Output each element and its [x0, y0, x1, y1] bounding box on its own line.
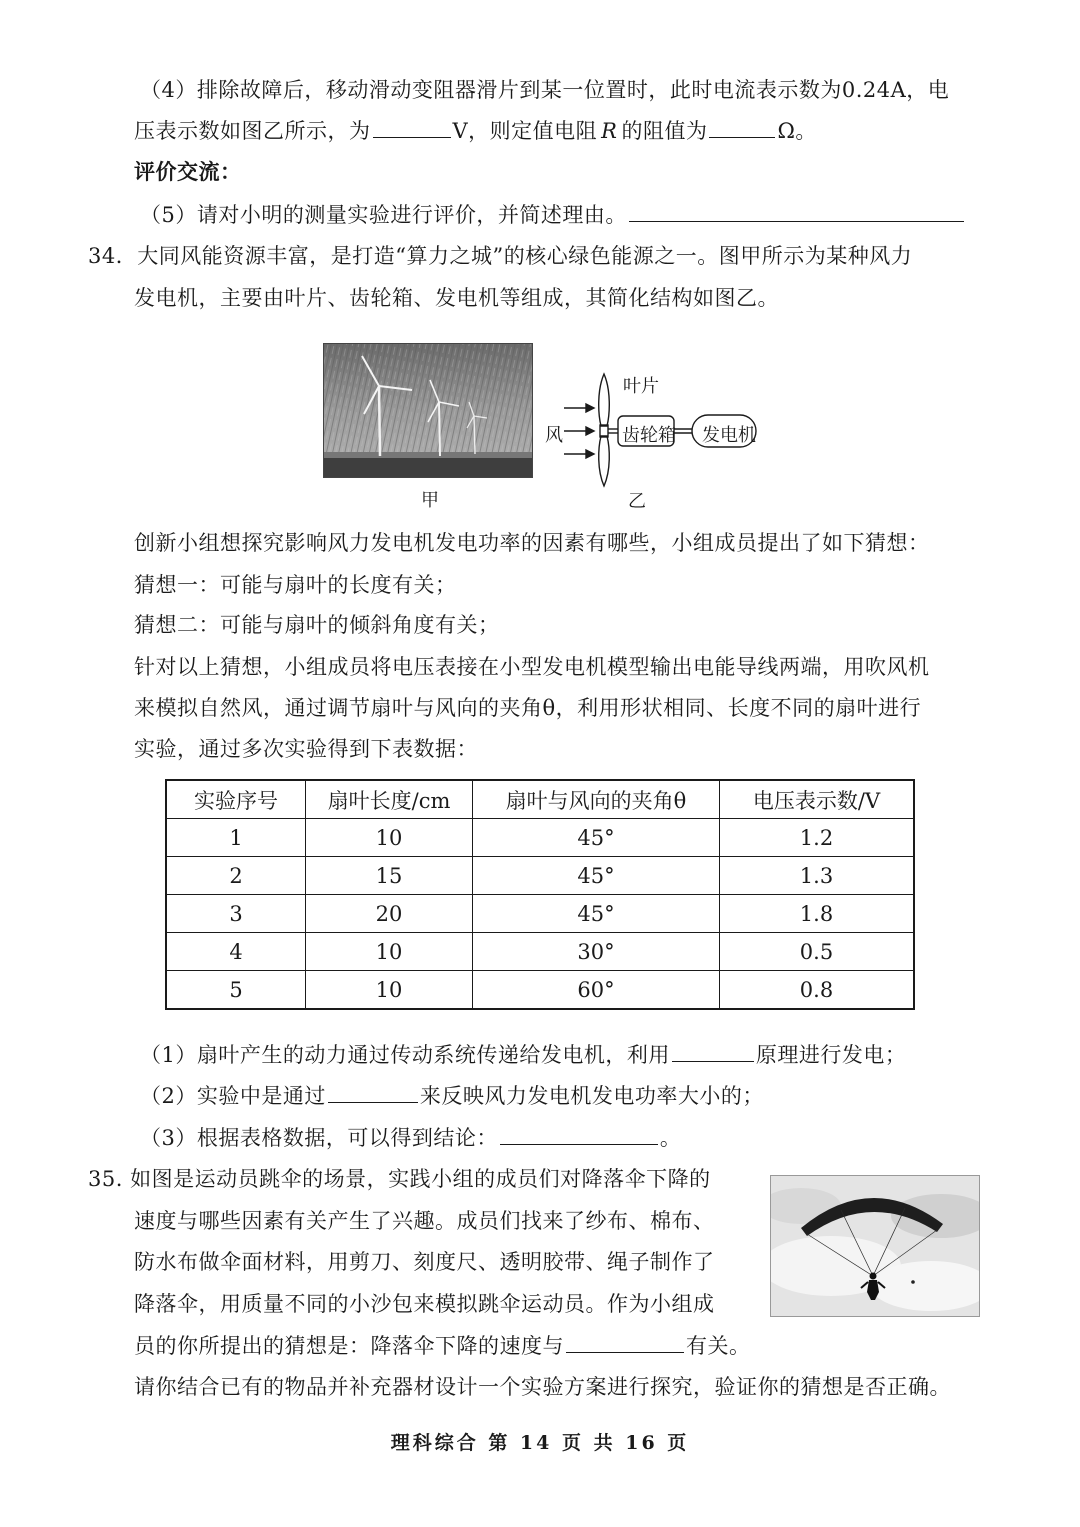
figure-yi-caption: 乙 [628, 491, 646, 512]
page-footer: 理科综合 第 14 页 共 16 页 [390, 1432, 690, 1454]
table-cell: 0.8 [720, 971, 915, 1010]
wind-turbine-illustration [324, 344, 532, 477]
q34-paragraph-1: 创新小组想探究影响风力发电机发电功率的因素有哪些，小组成员提出了如下猜想： [134, 531, 930, 555]
q34-s2-text-a: （2）实验中是通过 [140, 1084, 326, 1108]
table-header-cell: 扇叶长度/cm [306, 780, 473, 819]
q33-part4-text-c: 的阻值为 [621, 119, 708, 143]
q34-s1-text-a: （1）扇叶产生的动力通过传动系统传递给发电机，利用 [140, 1043, 670, 1067]
q34-s3-text-a: （3）根据表格数据，可以得到结论： [140, 1126, 498, 1150]
q33-part4-text-d: Ω。 [777, 119, 817, 143]
table-cell: 3 [166, 895, 306, 933]
resistance-answer-blank[interactable] [709, 115, 775, 138]
table-cell: 10 [306, 819, 473, 857]
q35-line5-text-b: 有关。 [686, 1334, 751, 1358]
evaluation-heading: 评价交流： [134, 159, 242, 184]
table-header-cell: 扇叶与风向的夹角θ [473, 780, 720, 819]
table-cell: 45° [473, 819, 720, 857]
q35-line1: 35. 如图是运动员跳伞的场景，实践小组的成员们对降落伞下降的 [88, 1167, 711, 1191]
blade-label: 叶片 [623, 376, 659, 397]
q34-s1-text-b: 原理进行发电； [755, 1043, 907, 1067]
table-row [166, 895, 914, 933]
table-row [166, 933, 914, 971]
q34-paragraph-2-line2: 来模拟自然风，通过调节扇叶与风向的夹角θ，利用形状相同、长度不同的扇叶进行 [134, 696, 922, 720]
q34-s3-text-b: 。 [659, 1126, 682, 1150]
voltage-answer-blank[interactable] [373, 115, 451, 138]
hypothesis-answer-blank[interactable] [566, 1330, 684, 1353]
table-row [166, 971, 914, 1010]
resistor-symbol: R [601, 119, 618, 143]
table-cell: 15 [306, 857, 473, 895]
table-cell: 1.3 [720, 857, 915, 895]
table-cell: 45° [473, 895, 720, 933]
q33-part4-text-b: V，则定值电阻 [452, 119, 598, 143]
generator-label: 发电机 [702, 425, 756, 446]
table-cell: 5 [166, 971, 306, 1010]
evaluation-answer-blank[interactable] [629, 199, 964, 222]
q35-line6: 请你结合已有的物品并补充器材设计一个实验方案进行探究，验证你的猜想是否正确。 [134, 1375, 951, 1399]
q35-line5-text-a: 员的你所提出的猜想是：降落伞下降的速度与 [134, 1334, 564, 1358]
q34-guess-2: 猜想二：可能与扇叶的倾斜角度有关； [134, 613, 500, 637]
indicator-answer-blank[interactable] [328, 1080, 418, 1103]
figure-jia-caption: 甲 [421, 490, 439, 511]
gearbox-label: 齿轮箱 [622, 425, 676, 446]
q33-part4-line1: （4）排除故障后，移动滑动变阻器滑片到某一位置时，此时电流表示数为0.24A，电 [140, 78, 950, 102]
q34-paragraph-2-line1: 针对以上猜想，小组成员将电压表接在小型发电机模型输出电能导线两端，用吹风机 [134, 655, 930, 679]
q34-intro-line1: 34．大同风能资源丰富，是打造“算力之城”的核心绿色能源之一。图甲所示为某种风力 [88, 244, 913, 268]
parachute-illustration [771, 1176, 979, 1316]
wind-label: 风 [545, 425, 563, 446]
q35-line2: 速度与哪些因素有关产生了兴趣。成员们找来了纱布、棉布、 [134, 1209, 715, 1233]
table-cell: 2 [166, 857, 306, 895]
table-row [166, 857, 914, 895]
table-cell: 1.8 [720, 895, 915, 933]
q34-subquestion-1 [140, 1039, 906, 1070]
table-cell: 10 [306, 971, 473, 1010]
parachute-photo [770, 1175, 980, 1317]
experiment-data-table [165, 779, 915, 1010]
q35-line4: 降落伞，用质量不同的小沙包来模拟跳伞运动员。作为小组成 [134, 1292, 715, 1316]
q33-part4-line2 [134, 115, 817, 146]
q34-subquestion-3 [140, 1122, 681, 1153]
table-cell: 20 [306, 895, 473, 933]
q33-part4-text-a: 压表示数如图乙所示，为 [134, 119, 371, 143]
table-header-cell: 电压表示数/V [720, 780, 915, 819]
table-cell: 10 [306, 933, 473, 971]
conclusion-answer-blank[interactable] [500, 1122, 658, 1145]
table-header-row [166, 780, 914, 819]
table-header-cell: 实验序号 [166, 780, 306, 819]
q34-paragraph-2-line3: 实验，通过多次实验得到下表数据： [134, 737, 478, 761]
q33-part5-text: （5）请对小明的测量实验进行评价，并简述理由。 [140, 203, 627, 227]
table-row [166, 819, 914, 857]
q33-part5 [140, 199, 966, 230]
wind-turbine-photo [323, 343, 533, 478]
q34-s2-text-b: 来反映风力发电机发电功率大小的； [419, 1084, 764, 1108]
principle-answer-blank[interactable] [672, 1039, 754, 1062]
q34-subquestion-2 [140, 1080, 764, 1111]
table-cell: 1.2 [720, 819, 915, 857]
q34-guess-1: 猜想一：可能与扇叶的长度有关； [134, 573, 457, 597]
table-cell: 45° [473, 857, 720, 895]
table-cell: 1 [166, 819, 306, 857]
table-cell: 0.5 [720, 933, 915, 971]
q35-line3: 防水布做伞面材料，用剪刀、刻度尺、透明胶带、绳子制作了 [134, 1250, 715, 1274]
q35-line5 [134, 1330, 751, 1361]
q34-intro-line2: 发电机，主要由叶片、齿轮箱、发电机等组成，其简化结构如图乙。 [134, 286, 779, 310]
table-cell: 60° [473, 971, 720, 1010]
table-cell: 4 [166, 933, 306, 971]
table-cell: 30° [473, 933, 720, 971]
